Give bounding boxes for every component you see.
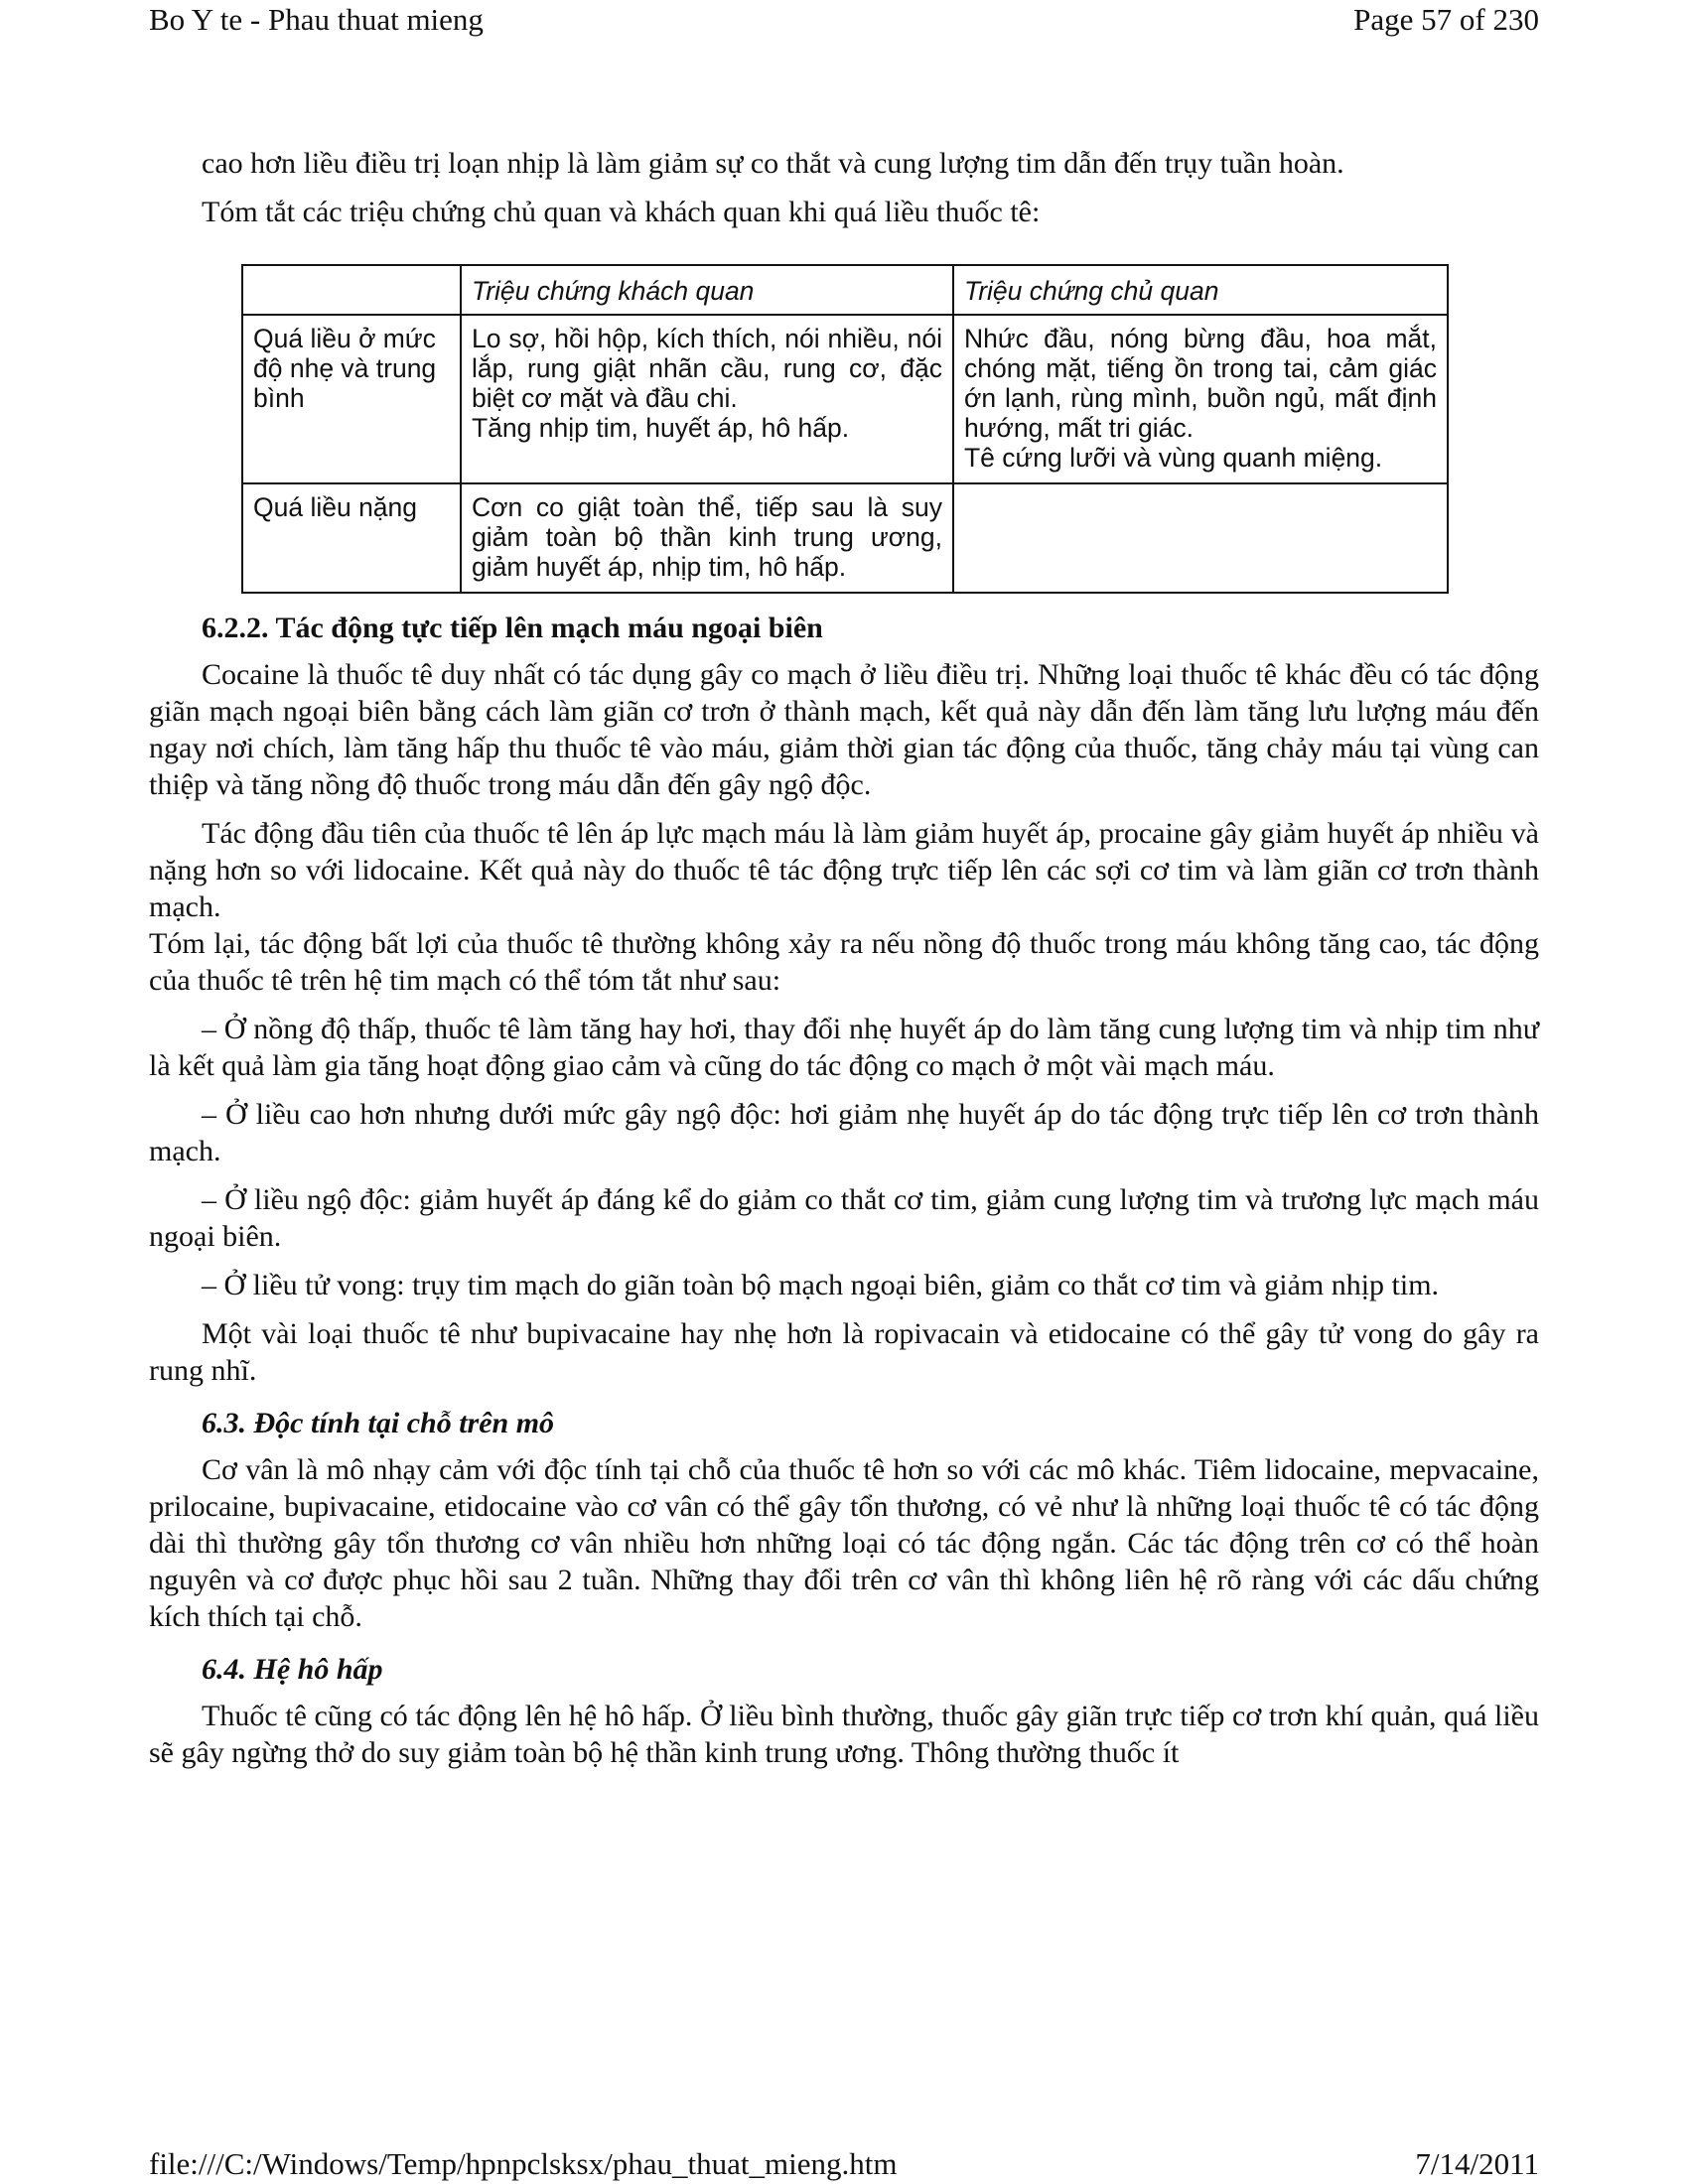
file-path-footer: file:///C:/Windows/Temp/hpnpclsksx/phau_thuat_mieng.htm <box>149 2146 898 2181</box>
dash-item: – Ở liều cao hơn nhưng dưới mức gây ngộ độc: hơi giảm nhẹ huyết áp do tác động trực tiếp lên cơ trơn thành mạch. <box>149 1098 1539 1167</box>
row-label: Quá liều nặng <box>242 483 461 593</box>
paragraph: Cocaine là thuốc tê duy nhất có tác dụng gây co mạch ở liều điều trị. Những loại thuốc tê khác đều có tác động giãn mạch ngoại biên bằng cách làm giãn cơ trơn ở thành mạch, kết quả này dẫn đến làm tăng lưu lượng máu đến ngay nơi chích, làm tăng hấp thu thuốc tê vào máu, giảm thời gian tác động của thuốc, tăng chảy máu tại vùng can thiệp và tăng nồng độ thuốc trong máu dẫn đến gây ngộ độc. <box>149 658 1539 801</box>
table-header-row <box>242 265 1448 315</box>
paragraph: Một vài loại thuốc tê như bupivacaine hay nhẹ hơn là ropivacain và etidocaine có thể gây tử vong do gây ra rung nhĩ. <box>149 1317 1539 1387</box>
paragraph: Cơ vân là mô nhạy cảm với độc tính tại chỗ của thuốc tê hơn so với các mô khác. Tiêm lidocaine, mepvacaine, prilocaine, bupivacaine, etidocaine vào cơ vân có thể gây tổn thương, có vẻ như là những loại thuốc tê có tác động dài thì thường gây tổn thương cơ vân nhiều hơn những loại có tác động ngắn. Các tác động trên cơ có thể hoàn nguyên và cơ được phục hồi sau 2 tuần. Những thay đổi trên cơ vân thì không liên hệ rõ ràng với các dấu chứng kích thích tại chỗ. <box>149 1453 1539 1633</box>
table-header-objective: Triệu chứng khách quan <box>461 265 953 315</box>
page-number: Page 57 of 230 <box>1353 2 1539 37</box>
cell-paragraph: Tê cứng lưỡi và vùng quanh miệng. <box>964 443 1383 473</box>
paragraph: Tóm lại, tác động bất lợi của thuốc tê thường không xảy ra nếu nồng độ thuốc trong máu không tăng cao, tác động của thuốc tê trên hệ tim mạch có thể tóm tắt như sau: <box>149 927 1539 997</box>
cell-paragraph: Cơn co giật toàn thể, tiếp sau là suy giảm toàn bộ thần kinh trung ương, giảm huyết áp, nhịp tim, hô hấp. <box>472 492 942 582</box>
paragraph: Thuốc tê cũng có tác động lên hệ hô hấp. Ở liều bình thường, thuốc gây giãn trực tiếp cơ trơn khí quản, quá liều sẽ gây ngừng thở do suy giảm toàn bộ hệ thần kinh trung ương. Thông thường thuốc ít <box>149 1700 1539 1769</box>
date-footer: 7/14/2011 <box>1415 2146 1539 2181</box>
table-row <box>242 315 1448 483</box>
table-header-subjective: Triệu chứng chủ quan <box>953 265 1448 315</box>
paragraph: Tác động đầu tiên của thuốc tê lên áp lực mạch máu là làm giảm huyết áp, procaine gây giảm huyết áp nhiều và nặng hơn so với lidocaine. Kết quả này do thuốc tê tác động trực tiếp lên các sợi cơ tim và làm giãn cơ trơn thành mạch. <box>149 817 1539 923</box>
objective-cell <box>461 315 953 483</box>
dash-item: – Ở nồng độ thấp, thuốc tê làm tăng hay hơi, thay đổi nhẹ huyết áp do làm tăng cung lượng tim và nhịp tim như là kết quả làm gia tăng hoạt động giao cảm và cũng do tác động co mạch ở một vài mạch máu. <box>149 1013 1539 1082</box>
dash-item: – Ở liều ngộ độc: giảm huyết áp đáng kể do giảm co thắt cơ tim, giảm cung lượng tim và trương lực mạch máu ngoại biên. <box>149 1183 1539 1253</box>
cell-paragraph: Tăng nhịp tim, huyết áp, hô hấp. <box>472 413 850 443</box>
overdose-symptom-table <box>241 264 1449 594</box>
page-header-title: Bo Y te - Phau thuat mieng <box>149 2 484 37</box>
cell-paragraph: Nhức đầu, nóng bừng đầu, hoa mắt, chóng mặt, tiếng ồn trong tai, cảm giác ớn lạnh, rùng mình, buồn ngủ, mất định hướng, mất tri giác. <box>964 324 1437 443</box>
intro-line-1: cao hơn liều điều trị loạn nhịp là làm giảm sự co thắt và cung lượng tim dẫn đến trụy tuần hoàn. <box>202 147 1344 180</box>
dash-item: – Ở liều tử vong: trụy tim mạch do giãn toàn bộ mạch ngoại biên, giảm co thắt cơ tim và giảm nhịp tim. <box>202 1269 1440 1301</box>
section-heading-6-2-2: 6.2.2. Tác động tực tiếp lên mạch máu ngoại biên <box>202 612 823 644</box>
table-row <box>242 483 1448 593</box>
cell-paragraph: Lo sợ, hồi hộp, kích thích, nói nhiều, nói lắp, rung giật nhãn cầu, rung cơ, đặc biệt cơ mặt và đầu chi. <box>472 324 942 413</box>
objective-cell <box>461 483 953 593</box>
overdose-symptom-table-wrapper <box>241 264 1539 594</box>
row-label: Quá liều ở mức độ nhẹ và trung bình <box>242 315 461 483</box>
subjective-cell <box>953 315 1448 483</box>
document-body <box>149 145 1539 1783</box>
intro-line-2: Tóm tắt các triệu chứng chủ quan và khách quan khi quá liều thuốc tê: <box>202 196 1041 228</box>
table-header-empty <box>242 265 461 315</box>
section-heading-6-4: 6.4. Hệ hô hấp <box>202 1653 383 1686</box>
subjective-cell <box>953 483 1448 593</box>
section-heading-6-3: 6.3. Độc tính tại chỗ trên mô <box>202 1407 555 1439</box>
